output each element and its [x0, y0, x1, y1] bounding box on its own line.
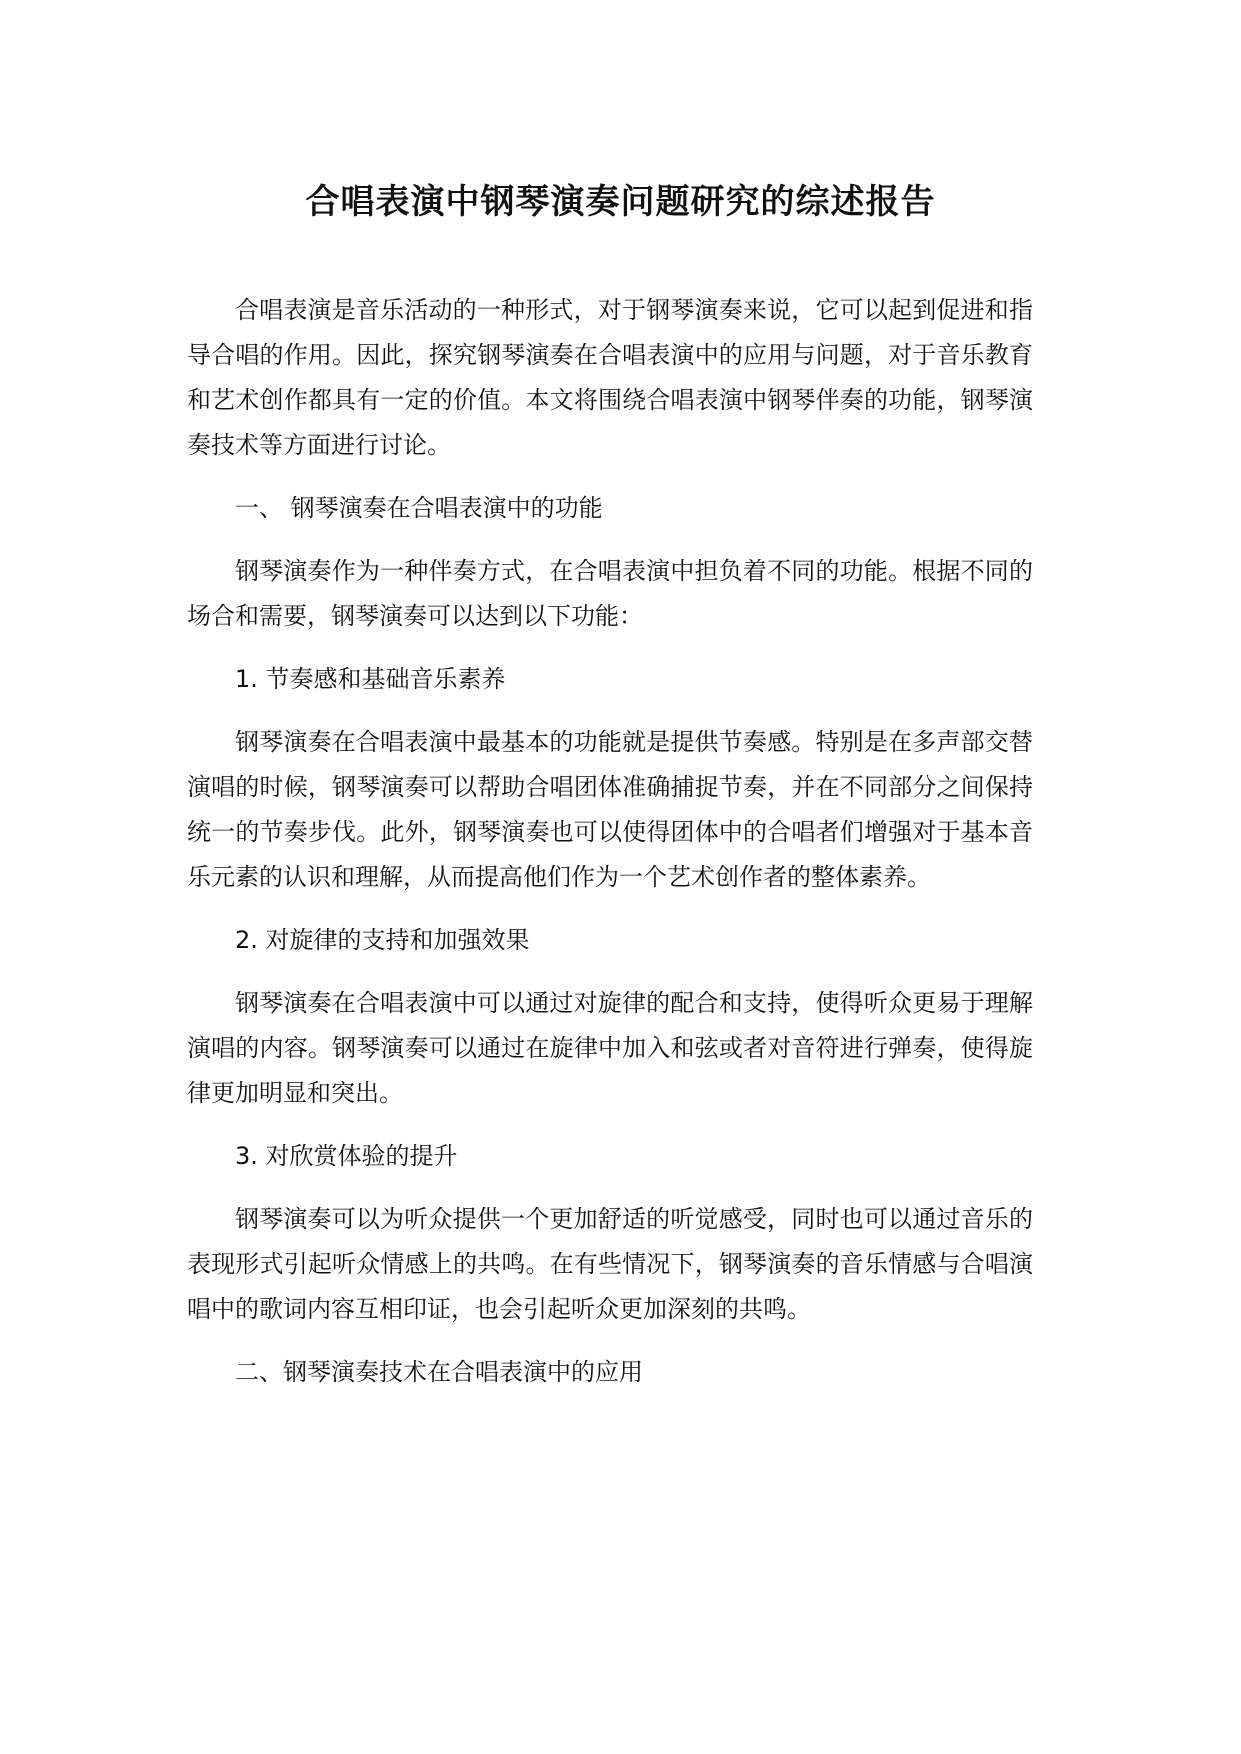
intro-paragraph: 合唱表演是音乐活动的一种形式，对于钢琴演奏来说，它可以起到促进和指导合唱的作用。因此，探究钢琴演奏在合唱表演中的应用与问题，对于音乐教育和艺术创作都具有一定的价值。本文将围绕合唱表演中钢琴伴奏的功能，钢琴演奏技术等方面进行讨论。 [187, 296, 1033, 459]
section-heading-1: 一、 钢琴演奏在合唱表演中的功能 [235, 494, 603, 522]
body-paragraph: 钢琴演奏在合唱表演中可以通过对旋律的配合和支持，使得听众更易于理解演唱的内容。钢琴演奏可以通过在旋律中加入和弦或者对音符进行弹奏，使得旋律更加明显和突出。 [187, 989, 1033, 1107]
body-paragraph: 钢琴演奏在合唱表演中最基本的功能就是提供节奏感。特别是在多声部交替演唱的时候，钢琴演奏可以帮助合唱团体准确捕捉节奏，并在不同部分之间保持统一的节奏步伐。此外，钢琴演奏也可以使得团体中的合唱者们增强对于基本音乐元素的认识和理解，从而提高他们作为一个艺术创作者的整体素养。 [187, 728, 1033, 891]
document-body [187, 288, 1033, 1395]
subheading-3: 3. 对欣赏体验的提升 [235, 1142, 458, 1170]
body-paragraph: 钢琴演奏可以为听众提供一个更加舒适的听觉感受，同时也可以通过音乐的表现形式引起听众情感上的共鸣。在有些情况下，钢琴演奏的音乐情感与合唱演唱中的歌词内容互相印证，也会引起听众更加深刻的共鸣。 [187, 1205, 1033, 1323]
subheading-2: 2. 对旋律的支持和加强效果 [235, 926, 530, 954]
subheading-1: 1. 节奏感和基础音乐素养 [235, 665, 506, 693]
body-paragraph: 钢琴演奏作为一种伴奏方式，在合唱表演中担负着不同的功能。根据不同的场合和需要，钢琴演奏可以达到以下功能： [187, 557, 1033, 630]
document-title: 合唱表演中钢琴演奏问题研究的综述报告 [305, 182, 936, 222]
section-heading-2: 二、钢琴演奏技术在合唱表演中的应用 [235, 1358, 643, 1386]
